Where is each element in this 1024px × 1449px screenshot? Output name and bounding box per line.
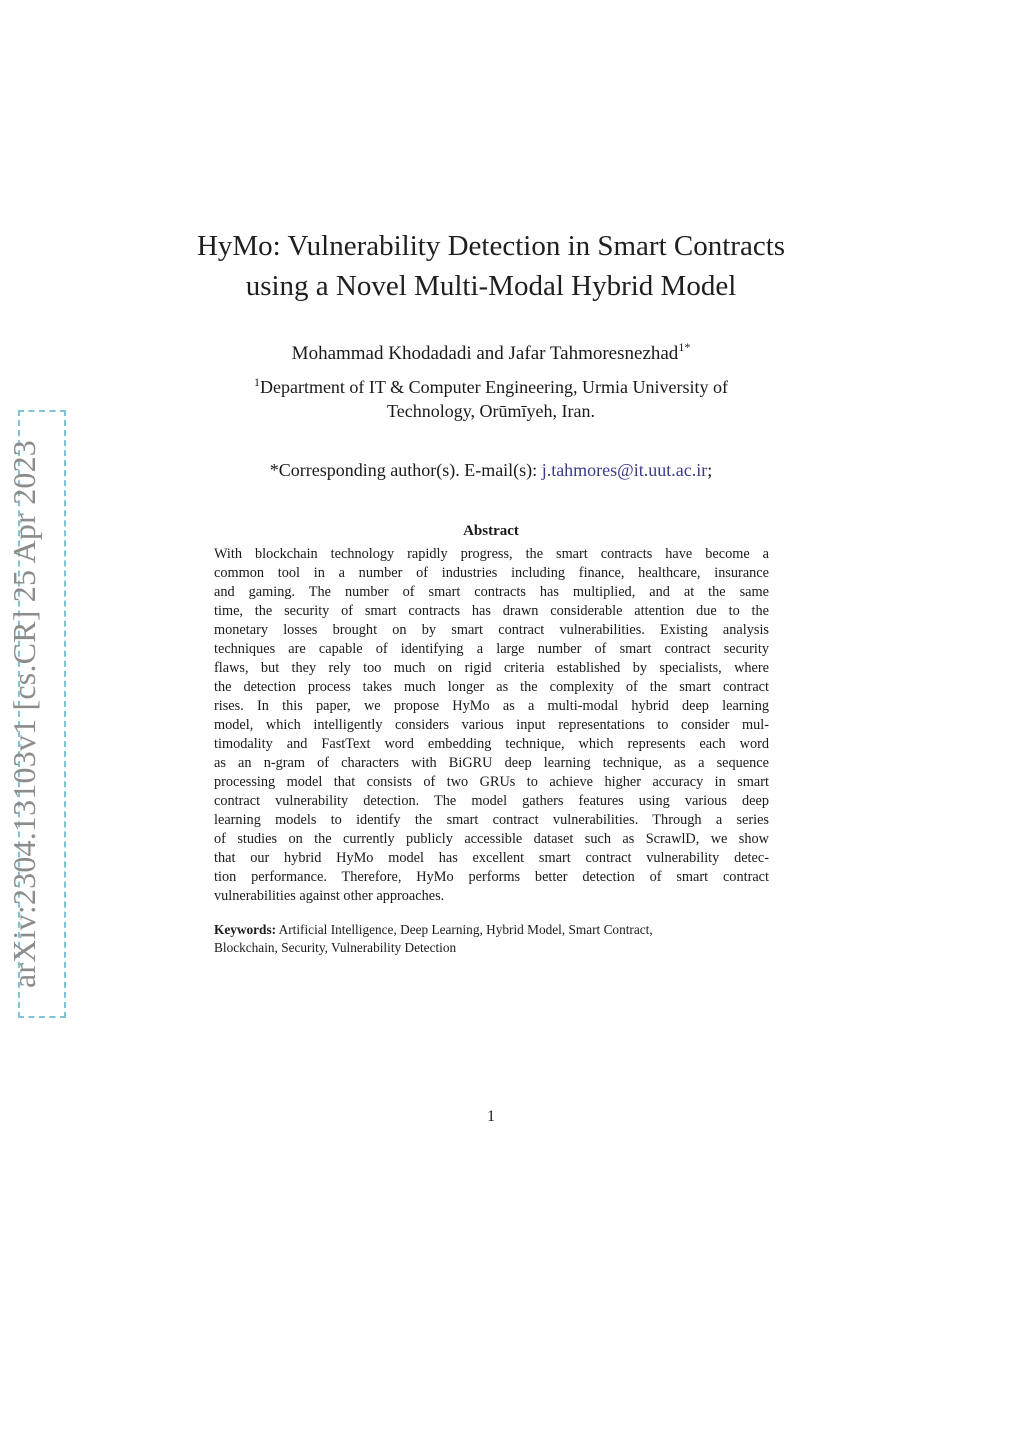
abstract-line: the detection process takes much longer as the complexity of the smart contract: [214, 679, 769, 695]
keywords-label: Keywords:: [214, 922, 277, 937]
affiliation-line-1: [200, 370, 782, 399]
abstract-body: [214, 545, 769, 906]
keywords-line-1: [214, 921, 769, 939]
abstract-line: flaws, but they rely too much on rigid criteria established by specialists, where: [214, 660, 769, 676]
title-line-1: HyMo: Vulnerability Detection in Smart Contracts: [196, 230, 786, 262]
abstract-line: rises. In this paper, we propose HyMo as a multi-modal hybrid deep learning: [214, 698, 769, 714]
abstract-line: of studies on the currently publicly accessible dataset such as ScrawlD, we show: [214, 831, 769, 847]
title-line-2: using a Novel Multi-Modal Hybrid Model: [245, 270, 737, 302]
affiliation-mark: 1: [253, 375, 260, 389]
abstract-line: tion performance. Therefore, HyMo performs better detection of smart contract: [214, 869, 769, 885]
affiliation-line-2: Technology, Orūmīyeh, Iran.: [386, 401, 595, 421]
corresponding-author: [150, 458, 832, 482]
abstract-line: as an n-gram of characters with BiGRU deep learning technique, as a sequence: [214, 755, 769, 771]
affiliation: [200, 370, 782, 423]
abstract-line: time, the security of smart contracts has drawn considerable attention due to the: [214, 603, 769, 619]
abstract-heading: Abstract: [463, 523, 519, 539]
abstract-line: and gaming. The number of smart contracts has multiplied, and at the same: [214, 584, 769, 600]
abstract-line: With blockchain technology rapidly progress, the smart contracts have become a: [214, 546, 769, 562]
abstract-line: common tool in a number of industries including finance, healthcare, insurance: [214, 565, 769, 581]
keywords-text-1: Artificial Intelligence, Deep Learning, Hybrid Model, Smart Contract,: [276, 922, 653, 937]
abstract-line: learning models to identify the smart contract vulnerabilities. Through a series: [214, 812, 769, 828]
abstract-line: that our hybrid HyMo model has excellent smart contract vulnerability detec-: [214, 850, 769, 866]
page-number: 1: [487, 1108, 495, 1125]
affiliation-text-1: Department of IT & Computer Engineering, Urmia University of: [259, 377, 729, 397]
abstract-line: timodality and FastText word embedding technique, which represents each word: [214, 736, 769, 752]
abstract-line: vulnerabilities against other approaches.: [214, 888, 445, 904]
paper-title: [150, 226, 832, 306]
corresponding-suffix: ;: [707, 460, 713, 480]
keywords-line-2: Blockchain, Security, Vulnerability Detection: [214, 940, 457, 955]
abstract-line: model, which intelligently considers various input representations to consider mul-: [214, 717, 769, 733]
keywords: [214, 921, 769, 957]
abstract-line: techniques are capable of identifying a large number of smart contract security: [214, 641, 769, 657]
corresponding-email-link[interactable]: j.tahmores@it.uut.ac.ir: [541, 460, 708, 480]
author-names: Mohammad Khodadadi and Jafar Tahmoresnezhad: [291, 343, 679, 364]
author-affiliation-mark: 1*: [678, 340, 691, 354]
arxiv-identifier: arXiv:2304.13103v1 [cs.CR] 25 Apr 2023: [6, 440, 42, 989]
abstract-line: monetary losses brought on by smart contract vulnerabilities. Existing analysis: [214, 622, 769, 638]
abstract-line: contract vulnerability detection. The model gathers features using various deep: [214, 793, 769, 809]
abstract-line: processing model that consists of two GRUs to achieve higher accuracy in smart: [214, 774, 769, 790]
corresponding-label: *Corresponding author(s). E-mail(s):: [269, 460, 542, 480]
author-list: [150, 334, 832, 367]
